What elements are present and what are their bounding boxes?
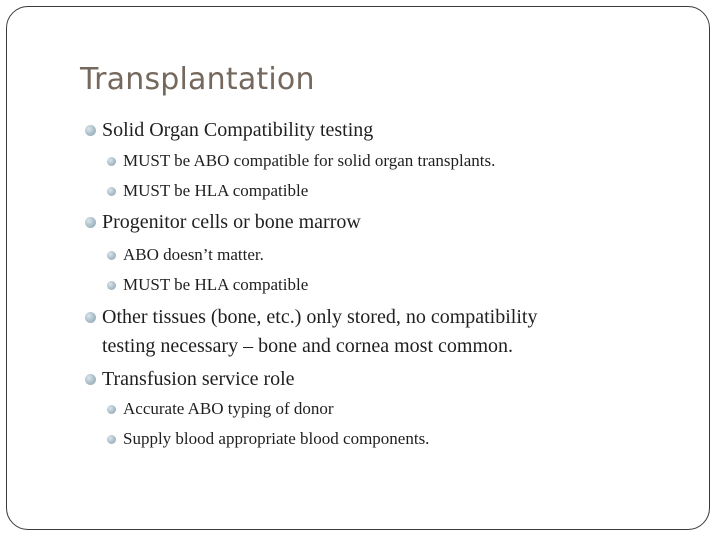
bullet-item-continuation: testing necessary – bone and cornea most common. xyxy=(102,335,513,357)
bullet-item-level2: MUST be ABO compatible for solid organ transplants. xyxy=(123,151,496,170)
bullet-icon xyxy=(107,157,116,166)
bullet-item-level2: MUST be HLA compatible xyxy=(123,275,309,294)
bullet-item-level1: Progenitor cells or bone marrow xyxy=(102,211,361,233)
bullet-icon xyxy=(85,312,96,323)
bullet-item-level1: Solid Organ Compatibility testing xyxy=(102,119,374,141)
bullet-item-level2: Accurate ABO typing of donor xyxy=(123,399,334,418)
bullet-icon xyxy=(85,125,96,136)
bullet-item-level2: MUST be HLA compatible xyxy=(123,181,309,200)
bullet-icon xyxy=(107,251,116,260)
bullet-item-level2: ABO doesn’t matter. xyxy=(123,245,264,264)
bullet-icon xyxy=(107,435,116,444)
bullet-icon xyxy=(107,281,116,290)
bullet-icon xyxy=(85,374,96,385)
slide-title: Transplantation xyxy=(80,62,315,97)
bullet-icon xyxy=(107,405,116,414)
bullet-item-level2: Supply blood appropriate blood components. xyxy=(123,429,430,448)
bullet-icon xyxy=(107,187,116,196)
bullet-icon xyxy=(85,217,96,228)
bullet-item-level1: Other tissues (bone, etc.) only stored, no compatibility xyxy=(102,306,538,328)
bullet-item-level1: Transfusion service role xyxy=(102,368,295,390)
